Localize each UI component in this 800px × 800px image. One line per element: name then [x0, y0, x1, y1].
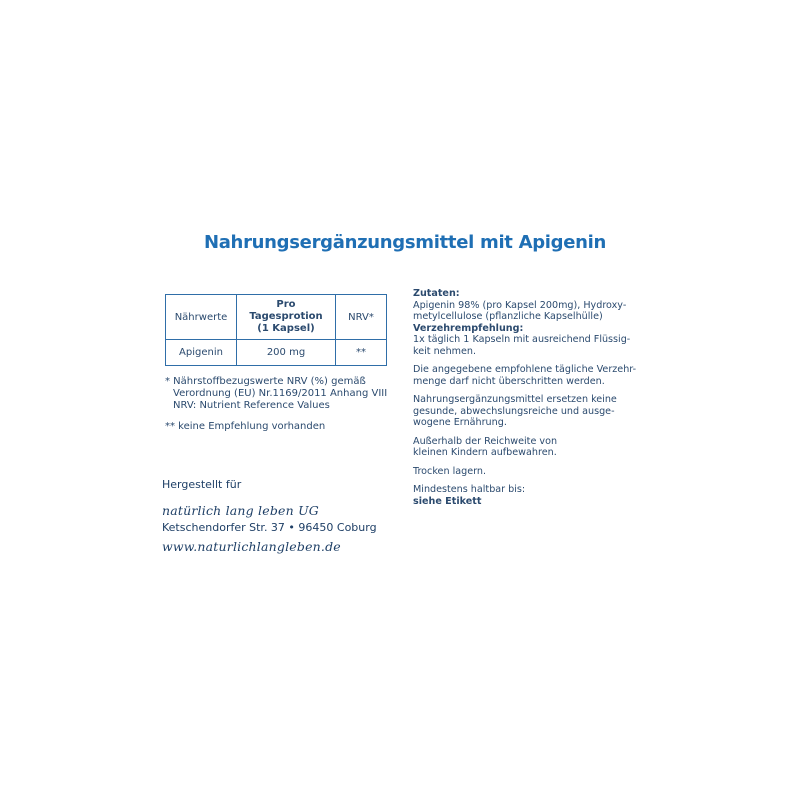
bestbefore-section [413, 484, 639, 507]
ingredients-label: Zutaten: [413, 288, 460, 299]
manufacturer-label: Hergestellt für [162, 478, 242, 491]
cell-substance: Apigenin [166, 340, 237, 366]
footnotes [165, 376, 413, 433]
ingredients-line1: Apigenin 98% (pro Kapsel 200mg), Hydroxy- [413, 299, 627, 311]
nutrition-table [165, 294, 387, 366]
ingredients-line2: metylcellulose (pflanzliche Kapselhülle) [413, 311, 603, 322]
product-label [155, 210, 655, 588]
manufacturer-website: www.naturlichlangleben.de [162, 539, 341, 554]
warning-section [413, 364, 639, 387]
diet-line1: Nahrungsergänzungsmittel ersetzen keine [413, 394, 617, 405]
children-section [413, 436, 639, 459]
diet-line2: gesunde, abwechslungsreiche und ausge- [413, 405, 615, 417]
manufacturer-block [162, 478, 377, 554]
product-info [413, 288, 639, 514]
header-nrv: NRV* [336, 295, 387, 340]
header-tagesprotion: Tagesprotion [249, 311, 323, 322]
footnote-nrv-line3: NRV: Nutrient Reference Values [173, 400, 330, 411]
dosage-line1: 1x täglich 1 Kapseln mit ausreichend Flüssig- [413, 334, 631, 345]
footnote-none: ** keine Empfehlung vorhanden [165, 421, 326, 432]
dosage-line2: keit nehmen. [413, 345, 477, 357]
footnote-nrv-line1: * Nährstoffbezugswerte NRV (%) gemäß [165, 376, 366, 387]
header-pro: Pro [276, 299, 296, 310]
ingredients-section [413, 288, 639, 357]
bestbefore-value: siehe Etikett [413, 495, 482, 507]
dosage-label: Verzehrempfehlung: [413, 322, 524, 334]
product-title: Nahrungsergänzungsmittel mit Apigenin [203, 232, 607, 253]
footnote-nrv [165, 376, 413, 412]
table-row [166, 340, 387, 366]
children-line1: Außerhalb der Reichweite von [413, 435, 558, 447]
cell-amount: 200 mg [237, 340, 336, 366]
manufacturer-company: natürlich lang leben UG [162, 503, 319, 518]
table-header-row [166, 295, 387, 340]
diet-section [413, 394, 639, 429]
footnote-nrv-line2: Verordnung (EU) Nr.1169/2011 Anhang VIII [173, 388, 388, 399]
header-kapsel: (1 Kapsel) [257, 323, 315, 334]
storage-section [413, 466, 639, 478]
children-line2: kleinen Kindern aufbewahren. [413, 447, 557, 458]
header-per-day [237, 295, 336, 340]
warning-line1: Die angegebene empfohlene tägliche Verzehr- [413, 364, 637, 375]
diet-line3: wogene Ernährung. [413, 417, 507, 428]
header-naehrwerte: Nährwerte [166, 295, 237, 340]
warning-line2: menge darf nicht überschritten werden. [413, 375, 605, 387]
manufacturer-address: Ketschendorfer Str. 37 • 96450 Coburg [162, 521, 377, 534]
cell-nrv: ** [336, 340, 387, 366]
bestbefore-label: Mindestens haltbar bis: [413, 484, 526, 495]
storage-text: Trocken lagern. [413, 465, 487, 477]
